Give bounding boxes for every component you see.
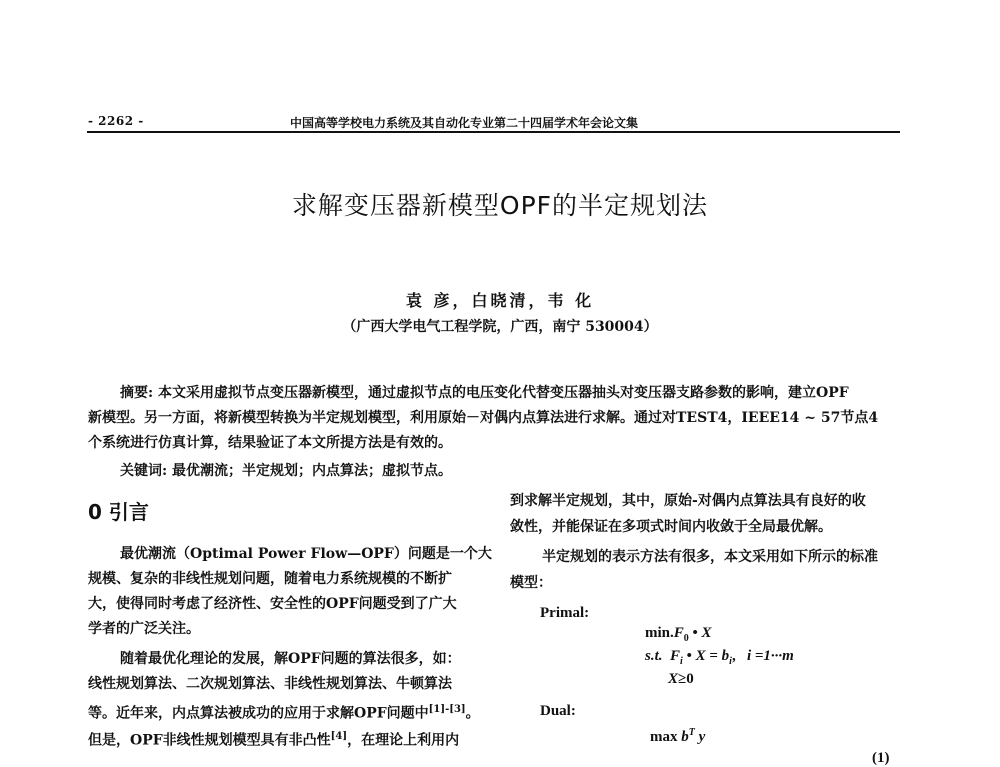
equation-primal-objective: $\min.F_0$ • X — [645, 625, 712, 644]
right-line-1: 到求解半定规划，其中，原始-对偶内点算法具有良好的收 — [510, 493, 866, 509]
left-paragraph-1-line-4: 学者的广泛关注。 — [88, 621, 200, 637]
right-line-3: 半定规划的表示方法有很多，本文采用如下所示的标准 — [542, 549, 878, 565]
right-line-4: 模型： — [510, 575, 552, 591]
keywords-label: 关键词 — [120, 463, 162, 479]
page-number: - 2262 - — [88, 114, 144, 128]
running-header: 中国高等学校电力系统及其自动化专业第二十四届学术年会论文集 — [290, 116, 639, 130]
citation-ref: [1]-[3] — [428, 704, 466, 715]
header-rule — [87, 131, 900, 133]
left-paragraph-2-line-1: 随着最优化理论的发展，解OPF问题的算法很多，如： — [120, 651, 461, 667]
right-line-2: 敛性，并能保证在多项式时间内收敛于全局最优解。 — [510, 519, 832, 535]
equation-primal-constraint: s.t. $F_i$ • $X = b_i$, i =1···m — [645, 648, 794, 667]
left-paragraph-2-line-4: 但是，OPF非线性规划模型具有非凸性[4]，在理论上利用内 — [88, 731, 460, 749]
left-paragraph-1-line-2: 规模、复杂的非线性规划问题，随着电力系统规模的不断扩 — [88, 571, 452, 587]
equation-primal-psd: X≥0 — [668, 671, 694, 687]
authors: 袁 彦，白晓清，韦 化 — [405, 291, 595, 310]
affiliation: （广西大学电气工程学院，广西，南宁 530004） — [342, 319, 658, 335]
primal-label: Primal: — [540, 605, 590, 621]
left-paragraph-1-line-3: 大，使得同时考虑了经济性、安全性的OPF问题受到了广大 — [88, 596, 457, 612]
abstract-line-3: 个系统进行仿真计算，结果验证了本文所提方法是有效的。 — [88, 435, 452, 451]
paper-title: 求解变压器新模型OPF的半定规划法 — [291, 191, 709, 220]
abstract-label: 摘要 — [120, 385, 148, 401]
equation-number: (1) — [872, 750, 890, 766]
section-heading-intro: 0 引言 — [88, 500, 149, 524]
abstract-line-2: 新模型。另一方面，将新模型转换为半定规划模型，利用原始－对偶内点算法进行求解。通过对TEST4，IEEE14 ~ 57节点4 — [88, 410, 879, 426]
left-paragraph-2-line-3: 等。近年来，内点算法被成功的应用于求解OPF问题中[1]-[3]。 — [88, 704, 480, 722]
equation-dual-objective: $\max b^T$ y — [650, 727, 706, 745]
keywords: 关键词: 最优潮流；半定规划；内点算法；虚拟节点。 — [120, 463, 453, 479]
abstract-line-1: 摘要: 本文采用虚拟节点变压器新模型，通过虚拟节点的电压变化代替变压器抽头对变压器支路参数的影响，建立OPF — [120, 385, 849, 401]
left-paragraph-1-line-1: 最优潮流（Optimal Power Flow—OPF）问题是一个大 — [120, 546, 492, 562]
citation-ref: [4] — [330, 731, 348, 742]
left-paragraph-2-line-2: 线性规划算法、二次规划算法、非线性规划算法、牛顿算法 — [88, 676, 452, 692]
dual-label: Dual: — [540, 703, 576, 719]
